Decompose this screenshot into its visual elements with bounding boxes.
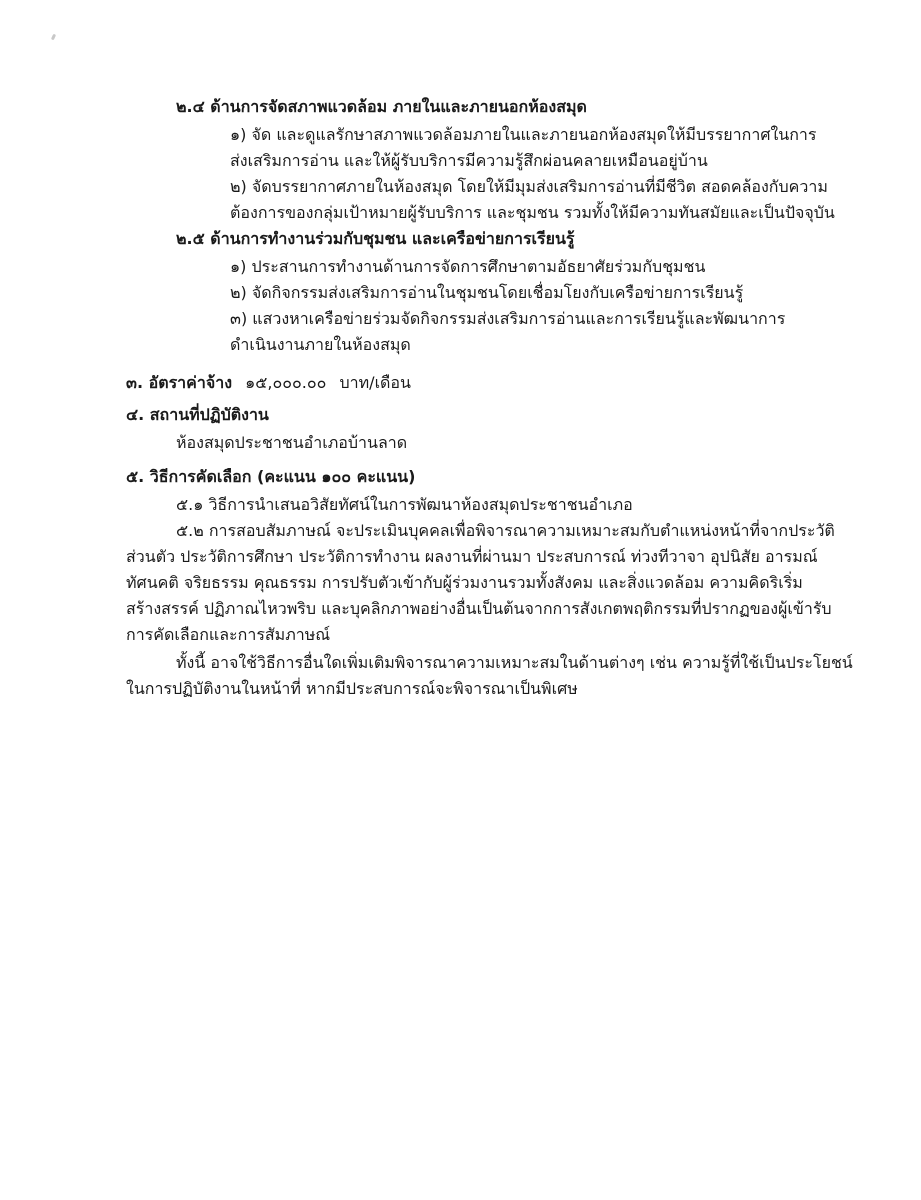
- section-5-2-line-5: การคัดเลือกและการสัมภาษณ์: [126, 625, 331, 644]
- wage-amount: ๑๕,๐๐๐.๐๐: [245, 373, 327, 392]
- section-2-5-item-3-line-1: ๓) แสวงหาเครือข่ายร่วมจัดกิจกรรมส่งเสริมการอ่านและการเรียนรู้และพัฒนาการ: [230, 309, 786, 328]
- section-5-2-line-4: สร้างสรรค์ ปฏิภาณไหวพริบ และบุคลิกภาพอย่างอื่นเป็นต้นจากการสังเกตพฤติกรรมที่ปรากฏของผู้เข้ารับ: [126, 599, 832, 618]
- selection-note-line-2: ในการปฏิบัติงานในหน้าที่ หากมีประสบการณ์จะพิจารณาเป็นพิเศษ: [126, 679, 578, 698]
- section-2-5-item-1: ๑) ประสานการทำงานด้านการจัดการศึกษาตามอัธยาศัยร่วมกับชุมชน: [230, 257, 706, 276]
- section-2-5-item-3-line-2: ดำเนินงานภายในห้องสมุด: [230, 335, 411, 354]
- section-5-2-line-3: ทัศนคติ จริยธรรม คุณธรรม การปรับตัวเข้ากับผู้ร่วมงานรวมทั้งสังคม และสิ่งแวดล้อม ความคิดริเริ่ม: [126, 573, 803, 592]
- section-4-heading: ๔. สถานที่ปฏิบัติงาน: [126, 405, 269, 424]
- section-3-row: [126, 372, 411, 394]
- section-2-5-heading: ๒.๕ ด้านการทำงานร่วมกับชุมชน และเครือข่ายการเรียนรู้: [176, 229, 575, 248]
- selection-note-line-1: ทั้งนี้ อาจใช้วิธีการอื่นใดเพิ่มเติมพิจารณาความเหมาะสมในด้านต่างๆ เช่น ความรู้ที่ใช้เป็นประโยชน์: [176, 653, 853, 672]
- section-2-4-item-1-line-2: ส่งเสริมการอ่าน และให้ผู้รับบริการมีความรู้สึกผ่อนคลายเหมือนอยู่บ้าน: [230, 151, 708, 170]
- section-3-heading: ๓. อัตราค่าจ้าง: [126, 373, 233, 392]
- wage-unit: บาท/เดือน: [339, 373, 411, 392]
- section-2-4-item-1-line-1: ๑) จัด และดูแลรักษาสภาพแวดล้อมภายในและภายนอกห้องสมุดให้มีบรรยากาศในการ: [230, 125, 817, 144]
- work-location: ห้องสมุดประชาชนอำเภอบ้านลาด: [176, 433, 408, 452]
- section-5-1: ๕.๑ วิธีการนำเสนอวิสัยทัศน์ในการพัฒนาห้องสมุดประชาชนอำเภอ: [176, 495, 633, 514]
- section-2-4-item-2-line-1: ๒) จัดบรรยากาศภายในห้องสมุด โดยให้มีมุมส่งเสริมการอ่านที่มีชีวิต สอดคล้องกับความ: [230, 177, 828, 196]
- section-5-heading: ๕. วิธีการคัดเลือก (คะแนน ๑๐๐ คะแนน): [126, 467, 416, 486]
- section-2-5-item-2: ๒) จัดกิจกรรมส่งเสริมการอ่านในชุมชนโดยเชื่อมโยงกับเครือข่ายการเรียนรู้: [230, 283, 744, 302]
- section-2-4-heading: ๒.๔ ด้านการจัดสภาพแวดล้อม ภายในและภายนอกห้องสมุด: [176, 97, 587, 116]
- section-2-4-item-2-line-2: ต้องการของกลุ่มเป้าหมายผู้รับบริการ และชุมชน รวมทั้งให้มีความทันสมัยและเป็นปัจจุบัน: [230, 203, 835, 222]
- section-5-2-line-1: ๕.๒ การสอบสัมภาษณ์ จะประเมินบุคคลเพื่อพิจารณาความเหมาะสมกับตำแหน่งหน้าที่จากประวัติ: [176, 521, 835, 540]
- scan-speck: [51, 34, 56, 41]
- section-5-2-line-2: ส่วนตัว ประวัติการศึกษา ประวัติการทำงาน ผลงานที่ผ่านมา ประสบการณ์ ท่วงทีวาจา อุปนิสัย อารมณ์: [126, 547, 818, 566]
